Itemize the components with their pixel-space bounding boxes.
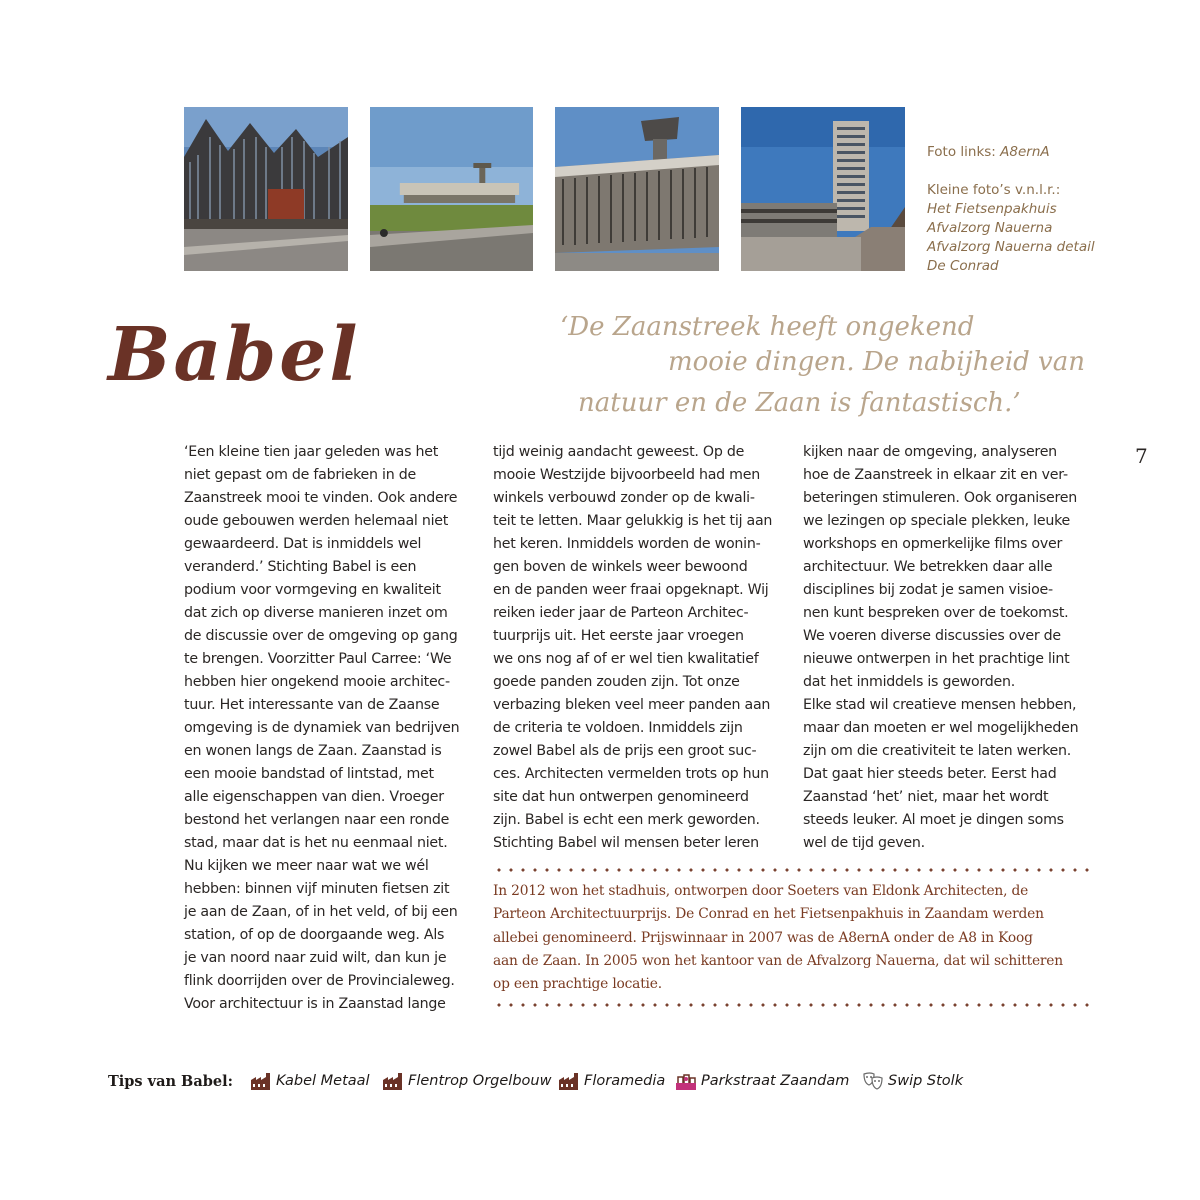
body-text-line: stad, maar dat is het nu eenmaal niet. [184, 835, 448, 851]
body-text-line: nen kunt bespreken over de toekomst. [803, 605, 1069, 621]
tips-label: Tips van Babel: [108, 1073, 233, 1090]
pull-quote-line: ‘De Zaanstreek heeft ongekend [560, 312, 975, 342]
body-text-line: je van noord naar zuid wilt, dan kun je [184, 950, 447, 966]
award-note-line: In 2012 won het stadhuis, ontworpen door Soeters van Eldonk Architecten, de [493, 883, 1029, 899]
body-column-1 [184, 441, 459, 1016]
body-text-line: station, of op de doorgaande weg. Als [184, 927, 445, 943]
body-text-line: niet gepast om de fabrieken in de [184, 467, 416, 483]
body-text-line: oude gebouwen werden helemaal niet [184, 513, 449, 529]
body-text-line: hoe de Zaanstreek in elkaar zit en ver- [803, 467, 1068, 483]
body-text-line: mooie Westzijde bijvoorbeeld had men [493, 467, 760, 483]
body-text-line: zowel Babel als de prijs een groot suc- [493, 743, 757, 759]
body-text-line: tijd weinig aandacht geweest. Op de [493, 444, 745, 460]
tip-name: Parkstraat Zaandam [701, 1073, 850, 1089]
body-text-line: goede panden zouden zijn. Tot onze [493, 674, 740, 690]
award-note-line: Parteon Architectuurprijs. De Conrad en het Fietsenpakhuis in Zaandam werden [493, 906, 1044, 923]
body-text-line: ces. Architecten vermelden trots op hun [493, 766, 769, 782]
caption-left-photo [927, 143, 1127, 162]
award-note-line: op een prachtige locatie. [493, 976, 662, 993]
body-text-line: nieuwe ontwerpen in het prachtige lint [803, 651, 1070, 667]
shopping-icon [675, 1071, 701, 1091]
photo-a8erna-fietsenpakhuis [184, 107, 348, 271]
caption-item: Afvalzorg Nauerna [927, 220, 1053, 236]
caption-small-label: Kleine foto’s v.n.l.r.: [927, 182, 1061, 198]
body-column-3 [803, 441, 1078, 855]
caption-left-value: A8ernA [1000, 144, 1050, 160]
body-text-line: een mooie bandstad of lintstad, met [184, 766, 434, 782]
body-text-line: tuur. Het interessante van de Zaanse [184, 697, 440, 713]
body-text-line: wel de tijd geven. [803, 835, 925, 851]
body-text-line: bestond het verlangen naar een ronde [184, 812, 450, 828]
body-text-line: Dat gaat hier steeds beter. Eerst had [803, 766, 1057, 782]
body-text-line: maar dan moeten er wel mogelijkheden [803, 720, 1079, 736]
factory-icon [250, 1071, 276, 1091]
pull-quote-line: mooie dingen. De nabijheid van [668, 347, 1085, 377]
body-text-line: Stichting Babel wil mensen beter leren [493, 835, 759, 851]
theater-masks-icon [862, 1071, 888, 1091]
tip-name: Floramedia [584, 1073, 666, 1089]
dotted-divider-bottom [493, 1003, 1091, 1007]
body-text-line: we ons nog af of er wel tien kwalitatief [493, 651, 759, 667]
body-text-line: verbazing bleken veel meer panden aan [493, 697, 771, 713]
body-text-line: flink doorrijden over de Provincialeweg. [184, 973, 455, 989]
photo-afvalzorg-nauerna [555, 107, 719, 271]
body-text-line: dat het inmiddels is geworden. [803, 674, 1016, 690]
caption-item: Het Fietsenpakhuis [927, 201, 1057, 217]
body-text-line: hebben hier ongekend mooie architec- [184, 674, 450, 690]
photo-fietsenpakhuis [370, 107, 533, 271]
body-text-line: zijn om die creativiteit te laten werken. [803, 743, 1072, 759]
pull-quote-line: natuur en de Zaan is fantastisch.’ [578, 388, 1021, 418]
body-text-line: teit te letten. Maar gelukkig is het tij aan [493, 513, 773, 529]
caption-item: De Conrad [927, 258, 999, 274]
body-text-line: en de panden weer fraai opgeknapt. Wij [493, 582, 769, 598]
body-text-line: winkels verbouwd zonder op de kwali- [493, 490, 755, 506]
award-note-line: aan de Zaan. In 2005 won het kantoor van de Afvalzorg Nauerna, dat wil schitteren [493, 952, 1063, 969]
body-text-line: kijken naar de omgeving, analyseren [803, 444, 1057, 460]
body-text-line: veranderd.’ Stichting Babel is een [184, 559, 417, 575]
body-text-line: ‘Een kleine tien jaar geleden was het [184, 444, 439, 460]
body-text-line: We voeren diverse discussies over de [803, 628, 1061, 644]
tip-name: Flentrop Orgelbouw [408, 1073, 552, 1089]
body-text-line: reiken ieder jaar de Parteon Architec- [493, 605, 749, 621]
tip-item [558, 1071, 665, 1091]
factory-icon [558, 1071, 584, 1091]
body-text-line: de discussie over de omgeving op gang [184, 628, 458, 644]
body-text-line: gen boven de winkels weer bewoond [493, 559, 748, 575]
body-text-line: je aan de Zaan, of in het veld, of bij een [184, 904, 458, 920]
body-text-line: site dat hun ontwerpen genomineerd [493, 789, 749, 805]
award-note [493, 880, 1063, 996]
body-text-line: steeds leuker. Al moet je dingen soms [803, 812, 1064, 828]
factory-icon [382, 1071, 408, 1091]
tips-bar [0, 1071, 1200, 1095]
body-text-line: Zaanstreek mooi te vinden. Ook andere [184, 490, 458, 506]
award-note-line: allebei genomineerd. Prijswinnaar in 2007 was de A8ernA onder de A8 in Koog [493, 929, 1033, 946]
body-text-line: beteringen stimuleren. Ook organiseren [803, 490, 1077, 506]
body-text-line: te brengen. Voorzitter Paul Carree: ‘We [184, 651, 452, 667]
dotted-divider-top [493, 868, 1091, 872]
photo-de-conrad [741, 107, 905, 271]
body-text-line: Zaanstad ‘het’ niet, maar het wordt [803, 789, 1049, 805]
body-text-line: zijn. Babel is echt een merk geworden. [493, 812, 760, 828]
body-text-line: omgeving is de dynamiek van bedrijven [184, 720, 460, 736]
body-text-line: disciplines bij zodat je samen visioe- [803, 582, 1053, 598]
body-text-line: workshops en opmerkelijke films over [803, 536, 1063, 552]
body-text-line: alle eigenschappen van dien. Vroeger [184, 789, 444, 805]
tip-item [250, 1071, 370, 1091]
caption-left-label: Foto links: [927, 144, 996, 160]
tip-item [862, 1071, 963, 1091]
tip-name: Kabel Metaal [276, 1073, 370, 1089]
body-text-line: tuurprijs uit. Het eerste jaar vroegen [493, 628, 744, 644]
body-text-line: Voor architectuur is in Zaanstad lange [184, 996, 446, 1012]
tip-item [675, 1071, 849, 1091]
body-text-line: hebben: binnen vijf minuten fietsen zit [184, 881, 450, 897]
body-text-line: podium voor vormgeving en kwaliteit [184, 582, 441, 598]
body-text-line: Nu kijken we meer naar wat we wél [184, 858, 429, 874]
body-text-line: architectuur. We betrekken daar alle [803, 559, 1053, 575]
tip-name: Swip Stolk [888, 1073, 964, 1089]
body-text-line: we lezingen op speciale plekken, leuke [803, 513, 1071, 529]
body-text-line: gewaardeerd. Dat is inmiddels wel [184, 536, 422, 552]
body-text-line: dat zich op diverse manieren inzet om [184, 605, 448, 621]
page-title: Babel [108, 312, 361, 398]
body-column-2 [493, 441, 772, 855]
photo-caption [927, 143, 1127, 276]
body-text-line: de criteria te voldoen. Inmiddels zijn [493, 720, 743, 736]
body-text-line: Elke stad wil creatieve mensen hebben, [803, 697, 1077, 713]
tip-item [382, 1071, 551, 1091]
body-text-line: en wonen langs de Zaan. Zaanstad is [184, 743, 442, 759]
body-text-line: het keren. Inmiddels worden de wonin- [493, 536, 761, 552]
page-number: 7 [1135, 444, 1148, 468]
caption-item: Afvalzorg Nauerna detail [927, 239, 1095, 255]
